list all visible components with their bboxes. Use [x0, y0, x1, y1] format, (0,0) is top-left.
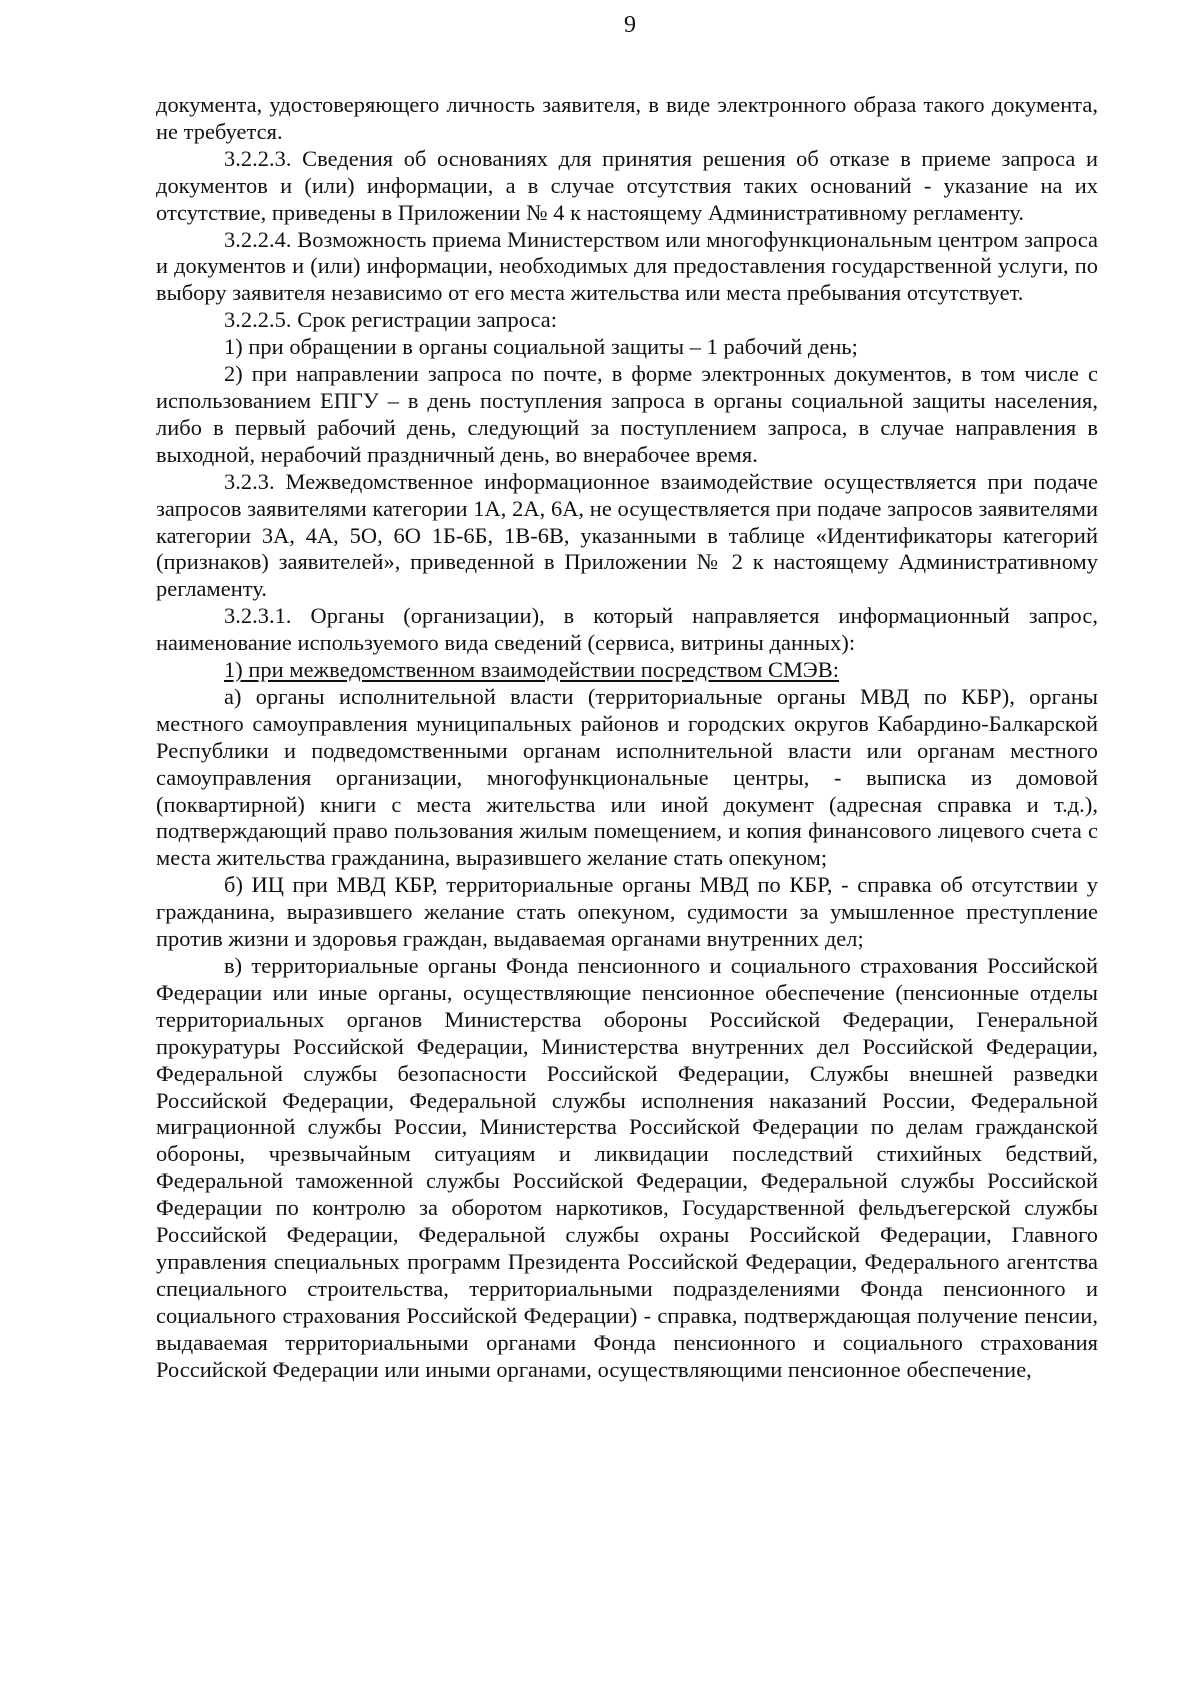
subheading-smev-text: 1) при межведомственном взаимодействии посредством СМЭВ:: [224, 657, 839, 683]
document-body: [156, 92, 1098, 1384]
list-item-a: а) органы исполнительной власти (территориальные органы МВД по КБР), органы местного самоуправления муниципальных районов и городских округов Кабардино-Балкарской Республики и подведомственными органам исполнительной власти или органам местного самоуправления организации, многофункциональные центры, - выписка из домовой (поквартирной) книги с места жительства или иной документ (адресная справка и т.д.), подтверждающий право пользования жилым помещением, и копия финансового лицевого счета с места жительства гражданина, выразившего желание стать опекуном;: [156, 683, 1098, 871]
paragraph-3-2-3-1: 3.2.3.1. Органы (организации), в который направляется информационный запрос, наименование используемого вида сведений (сервиса, витрины данных):: [156, 603, 1098, 656]
page-number: 9: [624, 12, 636, 38]
subheading-smev: [156, 657, 1098, 684]
paragraph-3-2-3: 3.2.3. Межведомственное информационное взаимодействие осуществляется при подаче запросов заявителями категории 1А, 2А, 6А, не осуществляется при подаче запросов заявителями категории 3А, 4А, 5О, 6О 1Б-6Б, 1В-6В, указанными в таблице «Идентификаторы категорий (признаков) заявителей», приведенной в Приложении № 2 к настоящему Административному регламенту.: [156, 468, 1098, 602]
paragraph-continuation: документа, удостоверяющего личность заявителя, в виде электронного образа такого документа, не требуется.: [156, 92, 1098, 144]
list-item-2: 2) при направлении запроса по почте, в форме электронных документов, в том числе с использованием ЕПГУ – в день поступления запроса в органы социальной защиты населения, либо в первый рабочий день, следующий за поступлением запроса, в случае направления в выходной, нерабочий праздничный день, во внерабочее время.: [156, 361, 1098, 467]
list-item-v: в) территориальные органы Фонда пенсионного и социального страхования Российской Федерации или иные органы, осуществляющие пенсионное обеспечение (пенсионные отделы территориальных органов Министерства обороны Российской Федерации, Генеральной прокуратуры Российской Федерации, Министерства внутренних дел Российской Федерации, Федеральной службы безопасности Российской Федерации, Службы внешней разведки Российской Федерации, Федеральной службы исполнения наказаний России, Федеральной миграционной службы России, Министерства Российской Федерации по делам гражданской обороны, чрезвычайным ситуациям и ликвидации последствий стихийных бедствий, Федеральной таможенной службы Российской Федерации, Федеральной службы Российской Федерации по контролю за оборотом наркотиков, Государственной фельдъегерской службы Российской Федерации, Федеральной службы охраны Российской Федерации, Главного управления специальных программ Президента Российской Федерации, Федерального агентства специального строительства, территориальными подразделениями Фонда пенсионного и социального страхования Российской Федерации) - справка, подтверждающая получение пенсии, выдаваемая территориальными органами Фонда пенсионного и социального страхования Российской Федерации или иными органами, осуществляющими пенсионное обеспечение,: [156, 953, 1098, 1382]
list-item-1: 1) при обращении в органы социальной защиты – 1 рабочий день;: [224, 334, 858, 360]
paragraph-3-2-2-5: 3.2.2.5. Срок регистрации запроса:: [224, 307, 558, 333]
paragraph-3-2-2-4: 3.2.2.4. Возможность приема Министерством или многофункциональным центром запроса и документов и (или) информации, необходимых для предоставления государственной услуги, по выбору заявителя независимо от его места жительства или места пребывания отсутствует.: [156, 226, 1098, 306]
paragraph-3-2-2-3: 3.2.2.3. Сведения об основаниях для принятия решения об отказе в приеме запроса и документов и (или) информации, а в случае отсутствия таких оснований - указание на их отсутствие, приведены в Приложении № 4 к настоящему Административному регламенту.: [156, 145, 1098, 225]
list-item-b: б) ИЦ при МВД КБР, территориальные органы МВД по КБР, - справка об отсутствии у гражданина, выразившего желание стать опекуном, судимости за умышленное преступление против жизни и здоровья граждан, выдаваемая органами внутренних дел;: [156, 872, 1098, 952]
